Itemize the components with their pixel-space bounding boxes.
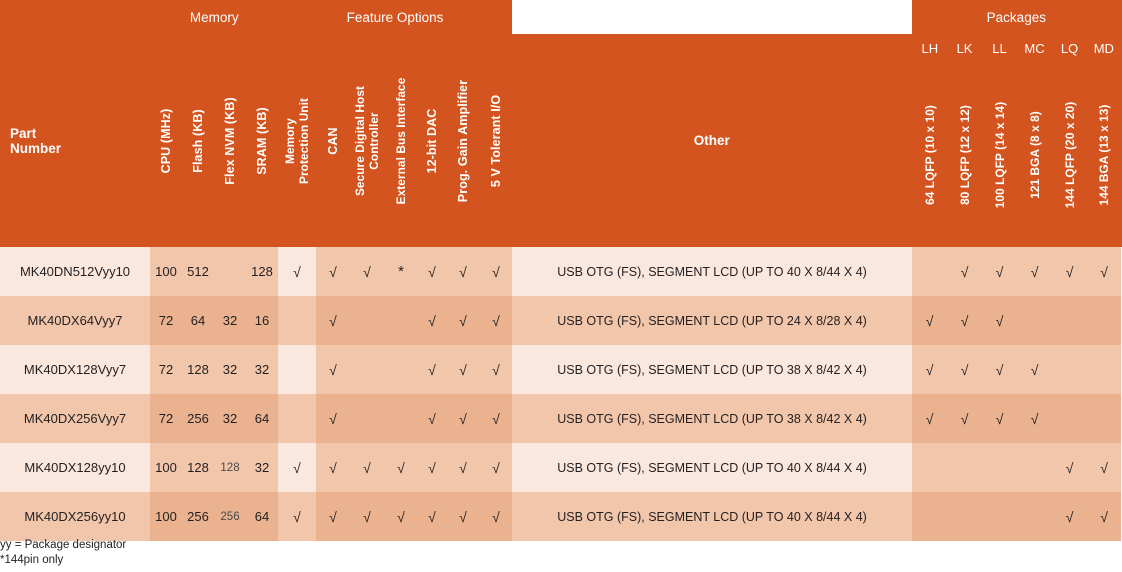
cell-mpu: √: [278, 443, 316, 492]
header-package-code-lk: LK: [947, 34, 982, 62]
cell-can: √: [316, 345, 350, 394]
header-package-code-mc: MC: [1017, 34, 1052, 62]
cell-part-number: MK40DX256yy10: [0, 492, 150, 541]
cell-dac: √: [418, 296, 446, 345]
header-other: Other: [512, 34, 912, 247]
cell-part-number: MK40DX128yy10: [0, 443, 150, 492]
group-header-row: [0, 0, 1121, 34]
header-flash-kb: Flash (KB): [182, 34, 214, 247]
table-row: [0, 394, 1121, 443]
cell-flexnvm: 128: [214, 443, 246, 492]
footnotes: [0, 538, 126, 568]
cell-can: √: [316, 296, 350, 345]
cell-sdhc: [350, 394, 384, 443]
cell-dac: √: [418, 345, 446, 394]
header-memory-protection-unit: Memory Protection Unit: [278, 34, 316, 247]
cell-pkg-mc: √: [1017, 394, 1052, 443]
cell-dac: √: [418, 394, 446, 443]
table-row: [0, 443, 1121, 492]
header-cpu-mhz: CPU (MHz): [150, 34, 182, 247]
cell-pkg-ll: √: [982, 394, 1017, 443]
header-part-number-line2: Number: [10, 140, 62, 156]
cell-can: √: [316, 247, 350, 296]
cell-sdhc: √: [350, 247, 384, 296]
cell-pga: √: [446, 394, 480, 443]
cell-pkg-lq: [1052, 345, 1087, 394]
cell-pkg-ll: [982, 443, 1017, 492]
cell-flexnvm: 32: [214, 345, 246, 394]
cell-pkg-lh: [912, 247, 947, 296]
cell-sdhc: [350, 296, 384, 345]
cell-cpu: 72: [150, 394, 182, 443]
cell-5v: √: [480, 296, 512, 345]
cell-flexnvm: 32: [214, 394, 246, 443]
cell-5v: √: [480, 492, 512, 541]
cell-pkg-ll: √: [982, 247, 1017, 296]
cell-pkg-md: √: [1087, 247, 1121, 296]
cell-pkg-ll: √: [982, 345, 1017, 394]
cell-cpu: 100: [150, 443, 182, 492]
header-package-code-ll: LL: [982, 34, 1017, 62]
cell-mpu: [278, 394, 316, 443]
cell-pkg-lk: [947, 492, 982, 541]
cell-pga: √: [446, 443, 480, 492]
cell-sram: 32: [246, 443, 278, 492]
table-row: [0, 345, 1121, 394]
cell-mpu: [278, 345, 316, 394]
cell-pkg-ll: √: [982, 296, 1017, 345]
cell-pkg-lh: √: [912, 345, 947, 394]
group-header-blank-left: [0, 0, 150, 34]
header-external-bus-interface: External Bus Interface: [384, 34, 418, 247]
header-package-name-lh: 64 LQFP (10 x 10): [912, 62, 947, 247]
cell-mpu: √: [278, 247, 316, 296]
cell-pkg-mc: √: [1017, 345, 1052, 394]
cell-ebi: √: [384, 443, 418, 492]
cell-pkg-lk: [947, 443, 982, 492]
header-secure-digital-host-controller: Secure Digital Host Controller: [350, 34, 384, 247]
cell-flash: 128: [182, 443, 214, 492]
cell-sram: 32: [246, 345, 278, 394]
cell-other: USB OTG (FS), SEGMENT LCD (UP TO 40 X 8/44 X 4): [512, 443, 912, 492]
cell-flash: 256: [182, 394, 214, 443]
cell-flexnvm: [214, 247, 246, 296]
cell-mpu: √: [278, 492, 316, 541]
cell-can: √: [316, 443, 350, 492]
group-header-blank-other: [512, 0, 912, 34]
cell-pkg-lq: √: [1052, 443, 1087, 492]
cell-pkg-ll: [982, 492, 1017, 541]
cell-pkg-lq: [1052, 394, 1087, 443]
cell-flash: 128: [182, 345, 214, 394]
cell-other: USB OTG (FS), SEGMENT LCD (UP TO 38 X 8/42 X 4): [512, 345, 912, 394]
header-12-bit-dac: 12-bit DAC: [418, 34, 446, 247]
cell-pkg-lk: √: [947, 394, 982, 443]
cell-pkg-mc: [1017, 296, 1052, 345]
cell-pkg-lq: [1052, 296, 1087, 345]
cell-cpu: 72: [150, 345, 182, 394]
cell-dac: √: [418, 492, 446, 541]
header-package-code-lq: LQ: [1052, 34, 1087, 62]
cell-pkg-lq: √: [1052, 492, 1087, 541]
cell-pga: √: [446, 247, 480, 296]
cell-pkg-lk: √: [947, 247, 982, 296]
cell-dac: √: [418, 443, 446, 492]
cell-other: USB OTG (FS), SEGMENT LCD (UP TO 40 X 8/44 X 4): [512, 247, 912, 296]
header-package-code-lh: LH: [912, 34, 947, 62]
table-row: [0, 247, 1121, 296]
group-header-feature-options: Feature Options: [278, 0, 512, 34]
cell-part-number: MK40DN512Vyy10: [0, 247, 150, 296]
header-prog-gain-amplifier: Prog. Gain Amplifier: [446, 34, 480, 247]
cell-other: USB OTG (FS), SEGMENT LCD (UP TO 24 X 8/28 X 4): [512, 296, 912, 345]
cell-sdhc: [350, 345, 384, 394]
table-row: [0, 296, 1121, 345]
footnote-package-designator: yy = Package designator: [0, 539, 127, 551]
cell-cpu: 100: [150, 492, 182, 541]
header-5v-tolerant-io: 5 V Tolerant I/O: [480, 34, 512, 247]
header-package-name-lq: 144 LQFP (20 x 20): [1052, 62, 1087, 247]
cell-flexnvm: 256: [214, 492, 246, 541]
cell-sram: 128: [246, 247, 278, 296]
column-header-row: [0, 34, 1121, 62]
cell-ebi: *: [384, 247, 418, 296]
cell-pga: √: [446, 345, 480, 394]
cell-can: √: [316, 492, 350, 541]
cell-ebi: [384, 296, 418, 345]
cell-pkg-mc: √: [1017, 247, 1052, 296]
footnote-144pin: *144pin only: [0, 554, 64, 566]
cell-sdhc: √: [350, 492, 384, 541]
cell-5v: √: [480, 394, 512, 443]
cell-pkg-md: √: [1087, 492, 1121, 541]
group-header-packages: Packages: [912, 0, 1121, 34]
cell-sram: 64: [246, 492, 278, 541]
cell-pkg-lq: √: [1052, 247, 1087, 296]
cell-pkg-md: √: [1087, 443, 1121, 492]
cell-flash: 512: [182, 247, 214, 296]
cell-pkg-lh: √: [912, 394, 947, 443]
cell-pkg-mc: [1017, 492, 1052, 541]
cell-dac: √: [418, 247, 446, 296]
header-sram-kb: SRAM (KB): [246, 34, 278, 247]
cell-other: USB OTG (FS), SEGMENT LCD (UP TO 40 X 8/44 X 4): [512, 492, 912, 541]
cell-cpu: 72: [150, 296, 182, 345]
cell-ebi: [384, 345, 418, 394]
cell-flexnvm: 32: [214, 296, 246, 345]
cell-5v: √: [480, 443, 512, 492]
cell-can: √: [316, 394, 350, 443]
group-header-memory: Memory: [150, 0, 278, 34]
cell-part-number: MK40DX64Vyy7: [0, 296, 150, 345]
cell-sram: 64: [246, 394, 278, 443]
header-package-code-md: MD: [1087, 34, 1121, 62]
table-row: [0, 492, 1121, 541]
cell-pkg-lk: √: [947, 345, 982, 394]
header-package-name-ll: 100 LQFP (14 x 14): [982, 62, 1017, 247]
header-part-number-line1: Part: [10, 125, 37, 141]
cell-sram: 16: [246, 296, 278, 345]
cell-pkg-lh: √: [912, 296, 947, 345]
cell-sdhc: √: [350, 443, 384, 492]
cell-pga: √: [446, 492, 480, 541]
cell-pkg-md: [1087, 345, 1121, 394]
cell-flash: 64: [182, 296, 214, 345]
cell-pkg-lk: √: [947, 296, 982, 345]
cell-pkg-lh: [912, 492, 947, 541]
header-can: CAN: [316, 34, 350, 247]
cell-ebi: [384, 394, 418, 443]
header-package-name-md: 144 BGA (13 x 13): [1087, 62, 1121, 247]
cell-5v: √: [480, 345, 512, 394]
cell-5v: √: [480, 247, 512, 296]
cell-part-number: MK40DX128Vyy7: [0, 345, 150, 394]
cell-part-number: MK40DX256Vyy7: [0, 394, 150, 443]
cell-pga: √: [446, 296, 480, 345]
cell-flash: 256: [182, 492, 214, 541]
header-package-name-lk: 80 LQFP (12 x 12): [947, 62, 982, 247]
cell-pkg-md: [1087, 394, 1121, 443]
cell-mpu: [278, 296, 316, 345]
cell-cpu: 100: [150, 247, 182, 296]
cell-ebi: √: [384, 492, 418, 541]
header-part-number: [0, 34, 150, 247]
cell-pkg-mc: [1017, 443, 1052, 492]
header-package-name-mc: 121 BGA (8 x 8): [1017, 62, 1052, 247]
cell-pkg-lh: [912, 443, 947, 492]
header-flex-nvm-kb: Flex NVM (KB): [214, 34, 246, 247]
cell-other: USB OTG (FS), SEGMENT LCD (UP TO 38 X 8/42 X 4): [512, 394, 912, 443]
cell-pkg-md: [1087, 296, 1121, 345]
